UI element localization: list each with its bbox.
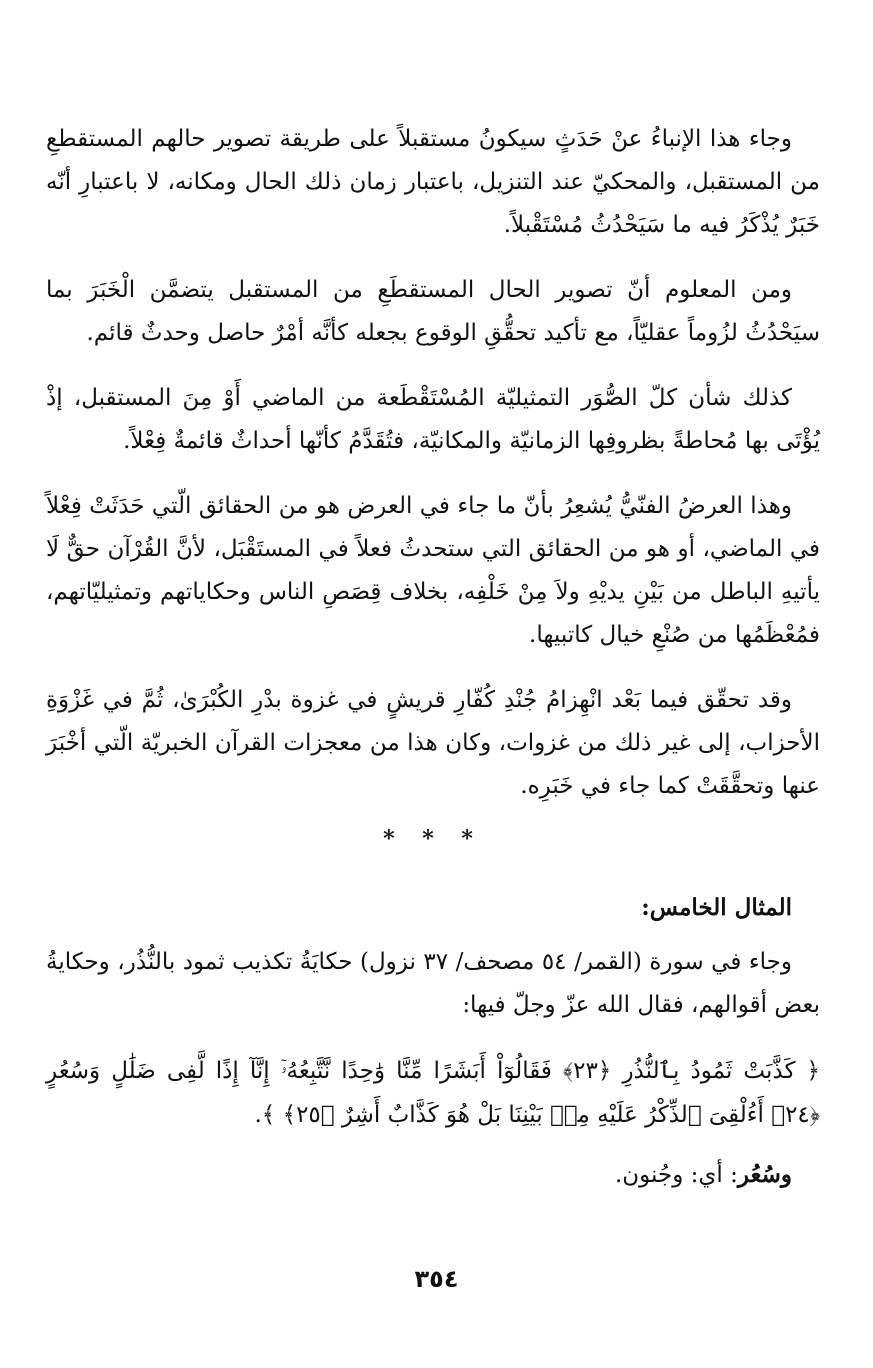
- paragraph: كذلك شأن كلّ الصُّوَر التمثيليّة المُسْتَقْطَعة من الماضي أَوْ مِنَ المستقبل، إذْ يُؤْتَى بها مُحاطةً بظروفِها الزمانيّة والمكانيّة، فتُقَدَّمُ كأنّها أحداثٌ قائمةٌ فِعْلاً.: [46, 385, 820, 454]
- quran-verse: ﴿ كَذَّبَتْ ثَمُودُ بِٱلنُّذُرِ ﴿٢٣﴾ فَقَالُوٓاْ أَبَشَرًا مِّنَّا وَٰحِدًا نَّتَّبِعُهُۥٓ إِنَّآ إِذًا لَّفِى ضَلَٰلٍ وَسُعُرٍ ﴿٢٤﴾ أَءُلْقِىَ ٱلذِّكْرُ عَلَيْهِ مِنۢ بَيْنِنَا بَلْ هُوَ كَذَّابٌ أَشِرٌ ﴿٢٥﴾ ﴾.: [46, 1058, 820, 1128]
- note-term: وسُعُر: [737, 1161, 792, 1188]
- page-number: ٣٥٤: [414, 1265, 459, 1293]
- section-separator: * * *: [383, 826, 483, 852]
- paragraph: وقد تحقّق فيما بَعْد انْهِزامُ جُنْدِ كُفّارِ قريشٍ في غزوة بدْرِ الكُبْرَىٰ، ثُمَّ في غَزْوَةِ الأحزاب، إلى غير ذلك من غزوات، وكان هذا من معجزات القرآن الخبريّة الّتي أخْبَرَ عنها وتحقَّقَتْ كما جاء في خَبَرِه.: [46, 687, 820, 799]
- paragraph: ومن المعلوم أنّ تصوير الحال المستقطَعِ من المستقبل يتضمَّن الْخَبَرَ بما سيَحْدُثُ لزُوماً عقليّاً، مع تأكيد تحقُّقِ الوقوع بجعله كأنَّه أمْرٌ حاصل وحدثٌ قائم.: [46, 277, 820, 346]
- page-body: [46, 118, 820, 1197]
- example-intro: وجاء في سورة (القمر/ ٥٤ مصحف/ ٣٧ نزول) حكايَةُ تكذيب ثمود بالنُّذُر، وحكايةُ بعض أقوالهم، فقال الله عزّ وجلّ فيها:: [46, 949, 820, 1018]
- paragraph: وجاء هذا الإنباءُ عنْ حَدَثٍ سيكونُ مستقبلاً على طريقة تصوير حالهم المستقطعِ من المستقبل، والمحكيّ عند التنزيل، باعتبار زمان ذلك الحال ومكانه، لا باعتبارِ أنّه خَبَرٌ يُذْكَرُ فيه ما سَيَحْدُثُ مُسْتَقْبلاً.: [46, 126, 820, 238]
- paragraph: وهذا العرضُ الفنّيُّ يُشعِرُ بأنّ ما جاء في العرض هو من الحقائق الّتي حَدَثَتْ فِعْلاً في الماضي، أو هو من الحقائق التي ستحدثُ فعلاً في المستَقْبَل، لأنَّ القُرْآن حقٌّ لَا يأتيهِ الباطل من بَيْنِ يديْهِ ولاَ مِنْ خَلْفِه، بخلاف قِصَصِ الناس وحكاياتهم وتمثيليّاتهم، فمُعْظَمُها من صُنْعِ خيال كاتبيها.: [46, 493, 820, 648]
- section-heading: المثال الخامس:: [641, 894, 792, 921]
- word-note: [46, 1153, 792, 1197]
- note-meaning: : أي: وجُنون.: [614, 1162, 738, 1188]
